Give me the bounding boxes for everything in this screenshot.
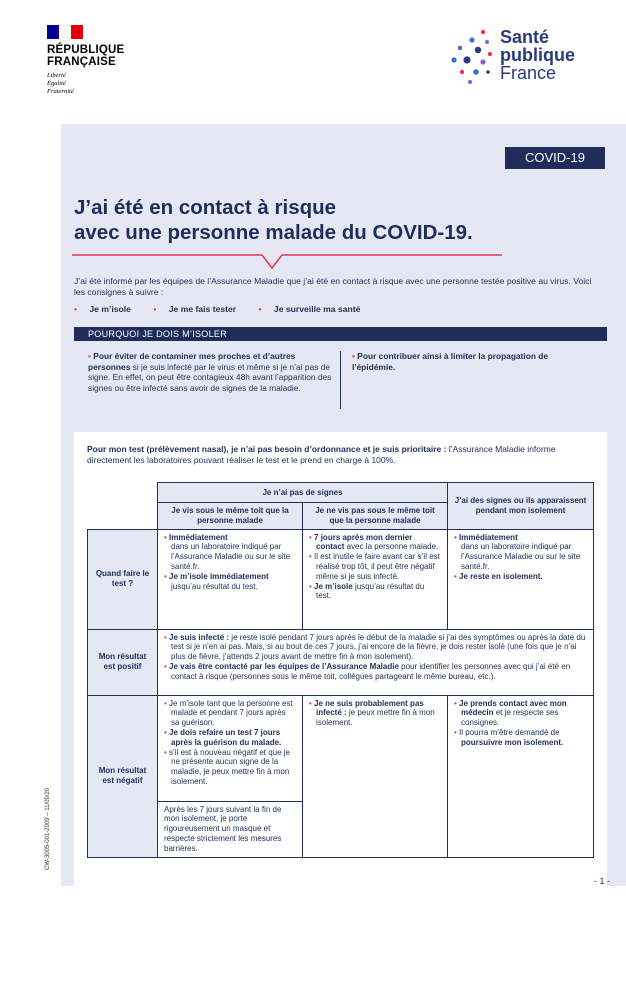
title-underline-icon — [72, 252, 512, 272]
sante-publique-dots-icon — [450, 26, 496, 90]
sante-publique-wordmark: Santé publique France — [500, 27, 575, 83]
why-reason-left: • Pour éviter de contaminer mes proches et d’autres personnes si je suis infecté par le virus et même si je n’ai pas de signe. En effet, on peut être contagieux 48h avant l’apparition des signes ou être infecté sans avoir de signes de la maladie. — [88, 351, 332, 393]
key-point-monitor: • Je surveille ma santé — [258, 304, 361, 314]
header-no-signs: Je n’ai pas de signes — [158, 483, 448, 503]
header-same-roof: Je vis sous le même toit que la personne malade — [158, 503, 303, 530]
table-row-when-test — [88, 529, 594, 629]
row-label-negative: Mon résultat est négatif — [88, 695, 158, 857]
cell-when-same-roof: • Immédiatement dans un laboratoire indiqué par l’Assurance Maladie ou sur le site santé.fr. • Je m’isole immédiatement jusqu’au résultat du test. — [158, 529, 303, 629]
page-title: J’ai été en contact à risque avec une personne malade du COVID-19. — [74, 196, 473, 244]
key-point-test: • Je me fais tester — [153, 304, 237, 314]
why-reason-right: • Pour contribuer ainsi à limiter la propagation de l’épidémie. — [352, 351, 549, 372]
table-row-positive — [88, 629, 594, 695]
row-label-positive: Mon résultat est positif — [88, 629, 158, 695]
test-intro: Pour mon test (prélèvement nasal), je n’ai pas besoin d’ordonnance et je suis prioritaire : l’Assurance Maladie informe directement les laboratoires pouvant réaliser le test et le prend en charge à 100%. — [87, 444, 556, 465]
reference-wrap — [45, 787, 55, 1000]
page-number: - 1 - — [594, 876, 611, 886]
republique-motto: Liberté Égalité Fraternité — [47, 72, 74, 95]
document-reference: CW-3005-001-2009 – 11/09/20 — [45, 787, 51, 870]
cell-negative-signs: • Je prends contact avec mon médecin et je respecte ses consignes. • Il pourra m’être demandé de poursuivre mon isolement. — [448, 695, 594, 857]
header-not-same-roof: Je ne vis pas sous le même toit que la personne malade — [303, 503, 448, 530]
table-row-negative — [88, 695, 594, 801]
why-divider — [340, 351, 341, 409]
key-point-isolate: • Je m’isole — [74, 304, 131, 314]
intro-text: J’ai été informé par les équipes de l’Assurance Maladie que j’ai été en contact à risque avec une personne testée positive au virus. Voici les consignes à suivre : — [74, 276, 592, 297]
republique-title: RÉPUBLIQUE FRANÇAISE — [47, 44, 125, 68]
cell-negative-after: Après les 7 jours suivant la fin de mon isolement, je porte rigoureusement un masque et respecte strictement les mesures barrières. — [158, 801, 303, 857]
cell-positive: • Je suis infecté : je reste isolé pendant 7 jours après le début de la maladie si j’ai des symptômes ou après la date du test si je n’en ai pas. Mais, si au bout de ces 7 jours, j’ai encore de la fièvre, je dois rester isolé (une fois que je n’ai plus de fièvre, j’attends 2 jours avant de mettre fin à mon isolement). • Je vais être contacté par les équipes de l’Assurance Maladie pour identifier les personnes avec qui j’ai été en contact à risque (personnes sous le même toit, collègues partageant le même bureau, etc.). — [158, 629, 594, 695]
cell-when-not-same-roof: • 7 jours après mon dernier contact avec la personne malade. • Il est inutile le faire avant car s’il est réalisé trop tôt, il peut être négatif même si je suis infecté. • Je m’isole jusqu’au résultat du test. — [303, 529, 448, 629]
sante-publique-france-logo — [450, 26, 600, 96]
test-table — [87, 482, 594, 858]
table-header-row — [88, 483, 594, 503]
covid-tag: COVID-19 — [505, 147, 605, 169]
why-isolate-heading: POURQUOI JE DOIS M’ISOLER — [74, 327, 607, 341]
header-signs: J’ai des signes ou ils apparaissent pendant mon isolement — [448, 483, 594, 530]
cell-when-signs: • Immédiatement dans un laboratoire indiqué par l’Assurance Maladie ou sur le site santé.fr. • Je reste en isolement. — [448, 529, 594, 629]
cell-negative-same-roof: • Je m’isole tant que la personne est malade et pendant 7 jours après sa guérison. • Je dois refaire un test 7 jours après la guérison du malade. • s’il est à nouveau négatif et que je ne présente aucun signe de la maladie, je peux mettre fin à mon isolement. — [158, 695, 303, 801]
french-flag-icon — [47, 25, 83, 39]
key-points — [74, 304, 380, 314]
row-label-when-test: Quand faire le test ? — [88, 529, 158, 629]
republique-francaise-logo — [47, 25, 124, 96]
cell-negative-not-same-roof: • Je ne suis probablement pas infecté : je peux mettre fin à mon isolement. — [303, 695, 448, 857]
